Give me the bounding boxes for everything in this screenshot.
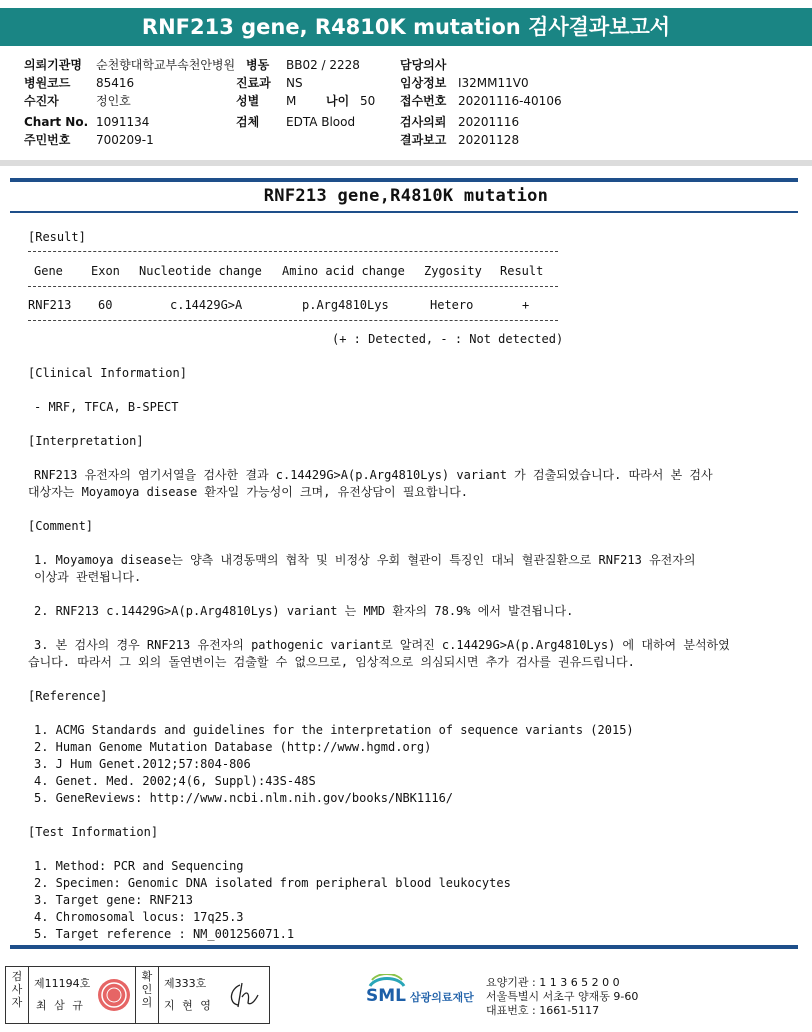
reference-item-5: 5. GeneReviews: http://www.ncbi.nlm.nih.gov/books/NBK1116/ [34,791,454,805]
cell-result: + [522,298,530,312]
test-info-item-3: 3. Target gene: RNF213 [34,893,193,907]
cell-gene: RNF213 [28,298,72,312]
report-subtitle: RNF213 gene,R4810K mutation [263,186,549,206]
value-clinical-info: I32MM11V0 [458,76,529,90]
col-zygosity: Zygosity [424,264,482,278]
confirmer-signature-icon [224,979,262,1011]
tester-label: 검사자 [11,970,23,1009]
label-clinical-info: 임상정보 [400,76,447,90]
test-info-item-1: 1. Method: PCR and Sequencing [34,859,244,873]
reference-heading: [Reference] [28,689,108,703]
cell-nucleotide: c.14429G>A [170,298,243,312]
cell-exon: 60 [98,298,113,312]
clinical-heading: [Clinical Information] [28,366,187,380]
confirmer-label-cell [135,967,159,1023]
test-info-item-2: 2. Specimen: Genomic DNA isolated from peripheral blood leukocytes [34,876,511,890]
comment-heading: [Comment] [28,519,94,533]
confirmer-name: 지 현 영 [164,999,213,1012]
report-title-bar: RNF213 gene, R4810K mutation 검사결과보고서 [0,8,812,46]
tester-seal-icon [96,977,132,1013]
interpretation-line-2: 대상자는 Moyamoya disease 환자일 가능성이 크며, 유전상담이 필요합니다. [28,485,469,499]
label-hospital-code: 병원코드 [24,76,71,90]
value-sex: M [286,94,297,108]
reference-item-3: 3. J Hum Genet.2012;57:804-806 [34,757,251,771]
comment-3-line-2: 습니다. 따라서 그 외의 돌연변이는 검출할 수 없으므로, 임상적으로 의심되시면 추가 검사를 권유드립니다. [28,655,635,669]
confirmer-label: 확인의 [141,970,153,1009]
result-rule-mid [28,286,558,287]
result-legend: (+ : Detected, - : Not detected) [332,332,564,346]
test-info-item-5: 5. Target reference : NM_001256071.1 [34,927,295,941]
label-accession: 접수번호 [400,94,447,108]
clinical-text: - MRF, TFCA, B-SPECT [34,400,179,414]
comment-3-line-1: 3. 본 검사의 경우 RNF213 유전자의 pathogenic variant로 알려진 c.14429G>A(p.Arg4810Lys) 에 대하여 분석하였 [34,638,730,652]
col-nucleotide: Nucleotide change [139,264,262,278]
col-result: Result [500,264,544,278]
interpretation-heading: [Interpretation] [28,434,144,448]
result-rule-top [28,251,558,252]
cell-amino-acid: p.Arg4810Lys [302,298,389,312]
confirmer-id: 제333호 [164,977,207,990]
value-chart-no: 1091134 [96,115,150,129]
label-resident-no: 주민번호 [24,133,71,147]
report-subtitle-rule [10,211,798,213]
label-specimen: 검체 [236,115,260,129]
test-info-heading: [Test Information] [28,825,159,839]
signature-box [5,966,270,1024]
report-bottom-rule [10,945,798,949]
reference-item-4: 4. Genet. Med. 2002;4(6, Suppl):43S-48S [34,774,316,788]
value-accession: 20201116-40106 [458,94,562,108]
value-hospital-code: 85416 [96,76,135,90]
value-department: NS [286,76,303,90]
tester-name: 최 삼 규 [36,999,85,1012]
col-gene: Gene [34,264,63,278]
result-heading: [Result] [28,230,86,244]
interpretation-line-1: RNF213 유전자의 염기서열을 검사한 결과 c.14429G>A(p.Arg4810Lys) variant 가 검출되었습니다. 따라서 본 검사 [34,468,713,482]
label-sex: 성별 [236,94,260,108]
comment-1-line-1: 1. Moyamoya disease는 양측 내경동맥의 협착 및 비정상 우회 혈관이 특징인 대뇌 혈관질환으로 RNF213 유전자의 [34,553,696,567]
org-phone: 대표번호 : 1661-5117 [486,1004,600,1017]
value-specimen: EDTA Blood [286,115,356,129]
logo-org-name: 삼광의료재단 [410,991,474,1004]
value-patient: 정인호 [96,94,131,108]
org-address: 서울특별시 서초구 양재동 9-60 [486,990,639,1003]
label-request-date: 검사의뢰 [400,115,447,129]
col-amino-acid: Amino acid change [282,264,405,278]
col-exon: Exon [91,264,120,278]
tester-id: 제11194호 [34,977,91,990]
label-institution: 의뢰기관명 [24,58,82,72]
comment-1-line-2: 이상과 관련됩니다. [34,570,142,584]
reference-item-2: 2. Human Genome Mutation Database (http://www.hgmd.org) [34,740,432,754]
value-ward: BB02 / 2228 [286,58,360,72]
value-institution: 순천향대학교부속천안병원 [96,58,236,72]
cell-zygosity: Hetero [430,298,474,312]
label-report-date: 결과보고 [400,133,447,147]
report-top-rule [10,178,798,182]
reference-item-1: 1. ACMG Standards and guidelines for the interpretation of sequence variants (2015) [34,723,634,737]
test-info-item-4: 4. Chromosomal locus: 17q25.3 [34,910,244,924]
tester-label-cell [6,967,29,1023]
org-code: 요양기관 : 1 1 3 6 5 2 0 0 [486,976,620,989]
label-age: 나이 [326,94,350,108]
value-age: 50 [360,94,376,108]
value-report-date: 20201128 [458,133,520,147]
label-ward: 병동 [246,58,270,72]
label-doctor: 담당의사 [400,58,447,72]
comment-2: 2. RNF213 c.14429G>A(p.Arg4810Lys) variant 는 MMD 환자의 78.9% 에서 발견됩니다. [34,604,574,618]
result-rule-bottom [28,320,558,321]
value-resident-no: 700209-1 [96,133,154,147]
label-department: 진료과 [236,76,271,90]
value-request-date: 20201116 [458,115,520,129]
label-patient: 수진자 [24,94,59,108]
label-chart-no: Chart No. [24,115,89,129]
logo-text: SML [366,986,406,1006]
header-divider [0,160,812,166]
